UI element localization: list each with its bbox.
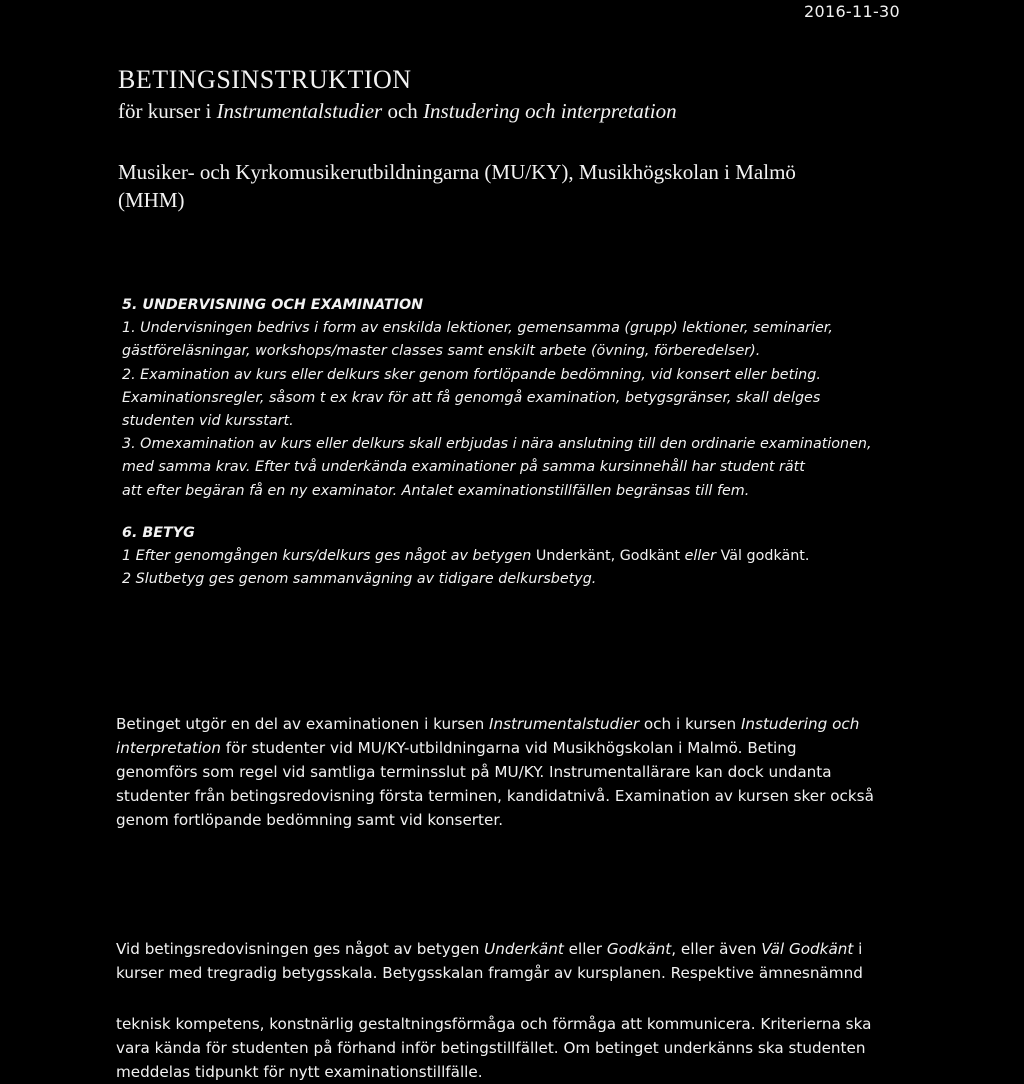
section-6	[122, 522, 922, 592]
section-5-line: att efter begäran få en ny examinator. Antalet examinationstillfällen begränsas till fem.	[122, 482, 750, 499]
text-run: för studenter vid MU/KY-utbildningarna vid Musikhögskolan i Malmö. Beting	[220, 739, 797, 757]
institution-name	[118, 158, 908, 214]
grade-godkant: Godkänt	[619, 548, 681, 565]
text-run: , eller även	[671, 940, 762, 958]
section-5-heading: 5. UNDERVISNING OCH EXAMINATION	[122, 297, 424, 313]
course-name-interpretation: interpretation	[116, 739, 221, 757]
section-6-heading: 6. BETYG	[122, 525, 195, 541]
section-5-line: med samma krav. Efter två underkända examinationer på samma kursinnehåll har student rätt	[122, 459, 805, 476]
paragraph-line	[116, 937, 906, 961]
section-5	[122, 294, 922, 503]
section-5-line: Examinationsregler, såsom t ex krav för att få genomgå examination, betygsgränser, skall delges	[122, 389, 821, 406]
grade-period: .	[804, 548, 810, 565]
grade-separator: ,	[610, 548, 620, 565]
grade-underkant: Underkänt	[484, 940, 564, 958]
document-title: BETINGSINSTRUKTION	[118, 65, 412, 94]
grade-godkant: Godkänt	[606, 940, 672, 958]
grade-val-godkant: Väl Godkänt	[761, 940, 854, 958]
text-run: eller	[563, 940, 607, 958]
section-5-line: gästföreläsningar, workshops/master classes samt enskilt arbete (övning, förberedelser).	[122, 343, 761, 360]
paragraph-line	[116, 736, 906, 760]
text-run: och i kursen	[639, 715, 741, 733]
paragraph-line: vara kända för studenten på förhand inför betingstillfället. Om betinget underkänns ska studenten	[116, 1039, 866, 1057]
paragraph-line: genomförs som regel vid samtliga terminsslut på MU/KY. Instrumentallärare kan dock undanta	[116, 763, 832, 781]
paragraph-line: meddelas tidpunkt för nytt examinationstillfälle.	[116, 1063, 483, 1081]
grades-intro: 1 Efter genomgången kurs/delkurs ges något av betygen	[122, 548, 536, 565]
paragraph-examination	[116, 712, 906, 832]
institution-line-1: Musiker- och Kyrkomusikerutbildningarna (MU/KY), Musikhögskolan i Malmö	[118, 160, 796, 184]
text-run: Vid betingsredovisningen ges något av betygen	[116, 940, 485, 958]
section-5-line: 3. Omexamination av kurs eller delkurs skall erbjudas i nära anslutning till den ordinarie examinationen,	[122, 436, 872, 453]
course-name-instudering: Instudering och	[740, 715, 860, 733]
section-5-line: 1. Undervisningen bedrivs i form av enskilda lektioner, gemensamma (grupp) lektioner, seminarier,	[122, 320, 833, 337]
subtitle-prefix: för kurser i	[118, 99, 217, 123]
paragraph-grading	[116, 937, 906, 985]
paragraph-criteria	[116, 1012, 906, 1084]
grade-underkant: Underkänt	[535, 548, 611, 565]
document-subtitle	[118, 97, 677, 125]
text-run: Betinget utgör en del av examinationen i kursen	[116, 715, 490, 733]
section-5-line: 2. Examination av kurs eller delkurs sker genom fortlöpande bedömning, vid konsert eller beting.	[122, 366, 821, 383]
document-date: 2016-11-30	[804, 2, 900, 21]
paragraph-line: studenter från betingsredovisning första terminen, kandidatnivå. Examination av kursen sker också	[116, 787, 874, 805]
paragraph-line	[116, 712, 906, 736]
grade-val-godkant: Väl godkänt	[720, 548, 805, 565]
paragraph-line: teknisk kompetens, konstnärlig gestaltningsförmåga och förmåga att kommunicera. Kriterierna ska	[116, 1015, 872, 1033]
text-run: i	[853, 940, 863, 958]
paragraph-line: genom fortlöpande bedömning samt vid konserter.	[116, 811, 504, 829]
section-5-line: studenten vid kursstart.	[122, 413, 294, 430]
course-name-instrumentalstudier: Instrumentalstudier	[489, 715, 640, 733]
paragraph-line: kurser med tregradig betygsskala. Betygsskalan framgår av kursplanen. Respektive ämnesnämnd	[116, 964, 863, 982]
course-name-instrumentalstudier: Instrumentalstudier	[216, 99, 383, 123]
course-name-instudering: Instudering och interpretation	[423, 99, 677, 123]
grade-or: eller	[680, 548, 721, 565]
institution-line-2: (MHM)	[118, 188, 185, 212]
subtitle-and: och	[382, 99, 424, 123]
section-6-line-2: 2 Slutbetyg ges genom sammanvägning av tidigare delkursbetyg.	[122, 571, 597, 588]
section-6-line-1	[122, 545, 922, 568]
